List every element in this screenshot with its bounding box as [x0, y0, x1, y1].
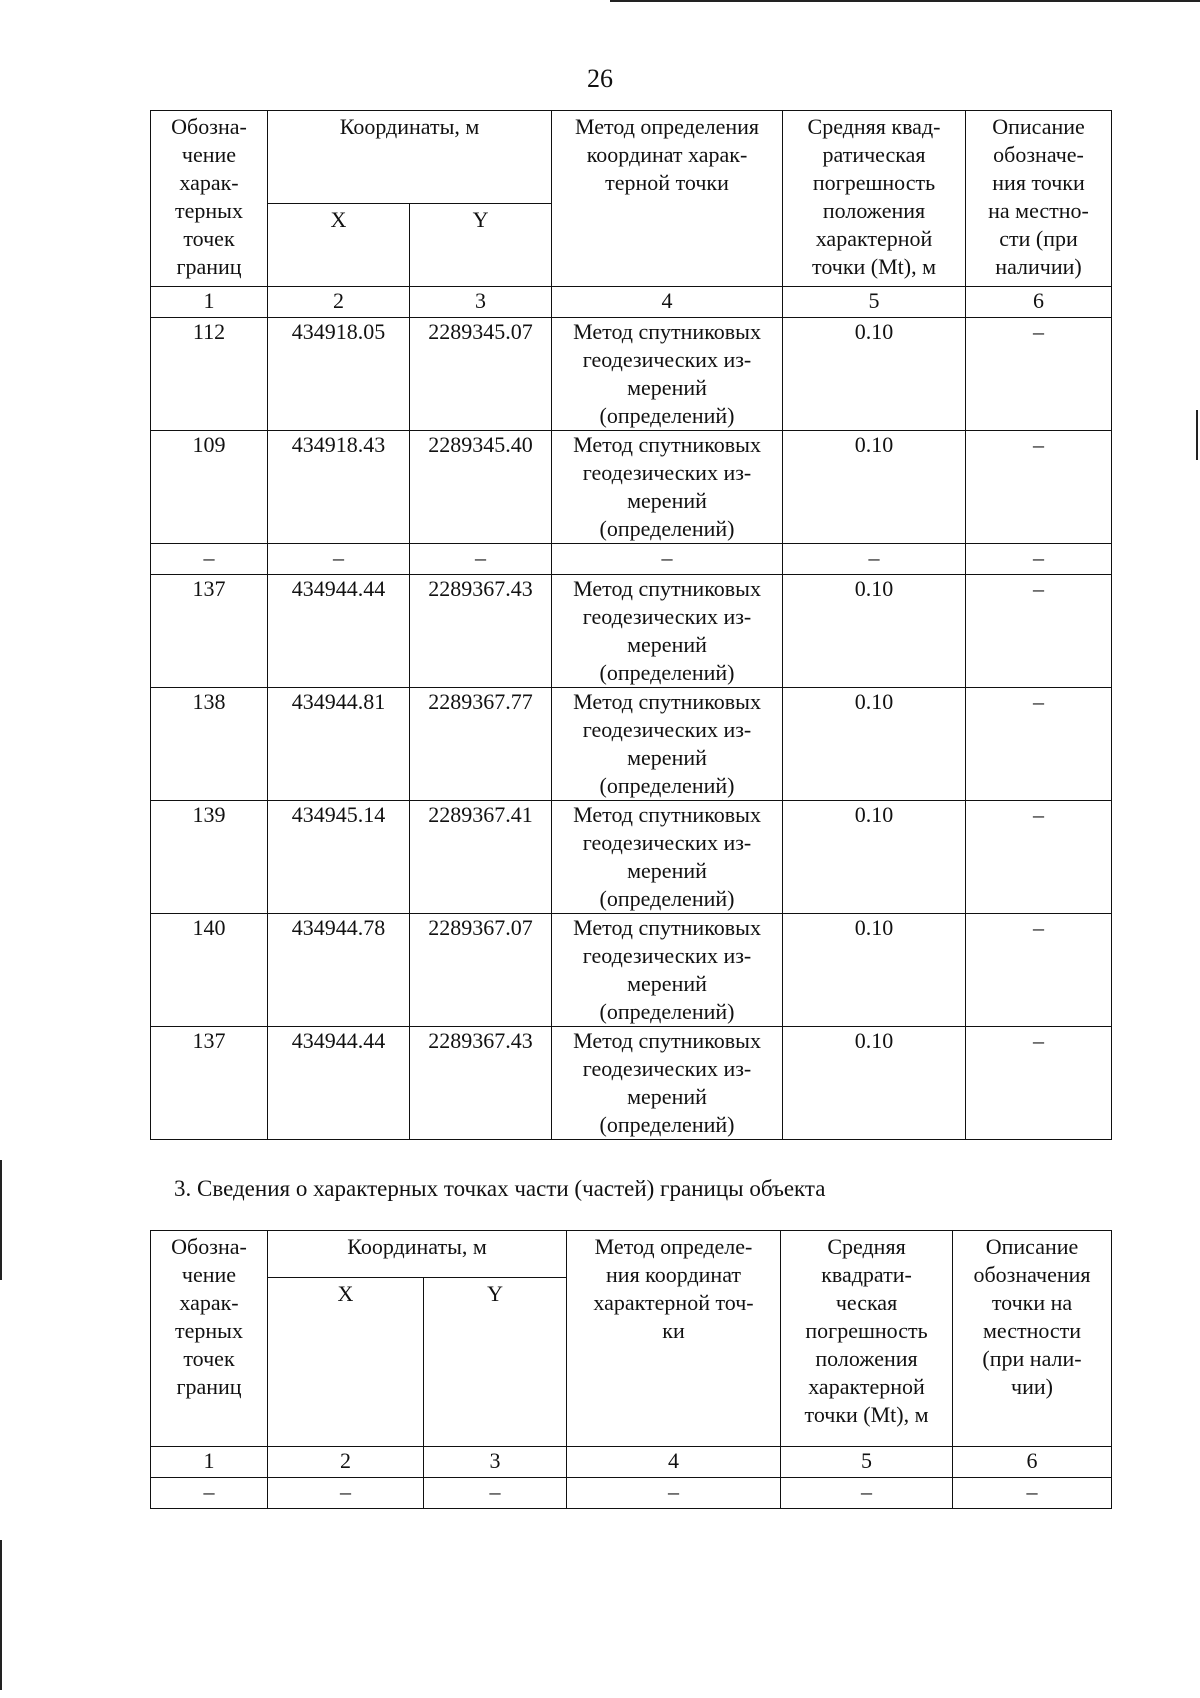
- column-numbers-row: [151, 1447, 1112, 1478]
- column-number: 4: [567, 1447, 781, 1478]
- error: 0.10: [783, 431, 966, 544]
- coord-y: 2289367.41: [410, 801, 552, 914]
- coord-x: 434944.44: [268, 575, 410, 688]
- coord-x: 434945.14: [268, 801, 410, 914]
- scan-edge-mark: [0, 1540, 2, 1690]
- header-description: Описание обозначения точки на местности (при нали- чии): [953, 1231, 1112, 1447]
- method: –: [567, 1478, 781, 1509]
- point-id: 137: [151, 1027, 268, 1140]
- method: Метод спутниковых геодезических из- мерений (определений): [552, 1027, 783, 1140]
- part-boundary-points-table: [150, 1230, 1112, 1509]
- point-id: 109: [151, 431, 268, 544]
- coord-y: –: [410, 544, 552, 575]
- scan-edge-mark: [0, 1160, 2, 1280]
- description: –: [966, 575, 1112, 688]
- coord-x: –: [268, 544, 410, 575]
- section-title: 3. Сведения о характерных точках части (частей) границы объекта: [174, 1176, 826, 1201]
- error: –: [781, 1478, 953, 1509]
- page-number: 26: [587, 64, 613, 93]
- description: –: [966, 688, 1112, 801]
- method: Метод спутниковых геодезических из- мерений (определений): [552, 318, 783, 431]
- boundary-points-table: [150, 110, 1112, 1140]
- header-method: Метод определения координат харак- терной точки: [552, 111, 783, 287]
- column-number: 2: [268, 287, 410, 318]
- header-method: Метод определе- ния координат характерной точ- ки: [567, 1231, 781, 1447]
- error: 0.10: [783, 1027, 966, 1140]
- coord-x: 434944.81: [268, 688, 410, 801]
- coord-x: 434944.78: [268, 914, 410, 1027]
- column-number: 5: [781, 1447, 953, 1478]
- table-row: [151, 688, 1112, 801]
- method: Метод спутниковых геодезических из- мерений (определений): [552, 801, 783, 914]
- coord-x: 434944.44: [268, 1027, 410, 1140]
- table-row: [151, 575, 1112, 688]
- table-row: [151, 318, 1112, 431]
- header-description: Описание обозначе- ния точки на местно- сти (при наличии): [966, 111, 1112, 287]
- column-number: 3: [424, 1447, 567, 1478]
- table-row: [151, 801, 1112, 914]
- error: 0.10: [783, 575, 966, 688]
- column-number: 4: [552, 287, 783, 318]
- method: Метод спутниковых геодезических из- мерений (определений): [552, 688, 783, 801]
- table-row: [151, 1027, 1112, 1140]
- point-id: –: [151, 544, 268, 575]
- coord-y: 2289367.43: [410, 575, 552, 688]
- header-coordinates: Координаты, м: [268, 1231, 567, 1278]
- description: –: [966, 1027, 1112, 1140]
- header-x: X: [268, 1278, 424, 1447]
- column-number: 1: [151, 287, 268, 318]
- table-row: [151, 914, 1112, 1027]
- header-y: Y: [410, 204, 552, 287]
- error: 0.10: [783, 318, 966, 431]
- method: Метод спутниковых геодезических из- мерений (определений): [552, 431, 783, 544]
- header-y: Y: [424, 1278, 567, 1447]
- column-number: 5: [783, 287, 966, 318]
- header-error: Средняя квад- ратическая погрешность положения характерной точки (Mt), м: [783, 111, 966, 287]
- description: –: [966, 431, 1112, 544]
- coord-y: 2289345.40: [410, 431, 552, 544]
- column-number: 6: [953, 1447, 1112, 1478]
- description: –: [966, 544, 1112, 575]
- header-designation: Обозна- чение харак- терных точек границ: [151, 1231, 268, 1447]
- coord-y: 2289367.07: [410, 914, 552, 1027]
- description: –: [966, 318, 1112, 431]
- coord-x: 434918.05: [268, 318, 410, 431]
- table-row: [151, 544, 1112, 575]
- error: 0.10: [783, 688, 966, 801]
- coord-y: 2289367.43: [410, 1027, 552, 1140]
- column-number: 3: [410, 287, 552, 318]
- point-id: 112: [151, 318, 268, 431]
- point-id: 139: [151, 801, 268, 914]
- coord-y: 2289367.77: [410, 688, 552, 801]
- description: –: [966, 801, 1112, 914]
- header-error: Средняя квадрати- ческая погрешность положения характерной точки (Mt), м: [781, 1231, 953, 1447]
- error: –: [783, 544, 966, 575]
- table-row: [151, 1478, 1112, 1509]
- coord-x: 434918.43: [268, 431, 410, 544]
- point-id: 138: [151, 688, 268, 801]
- coord-x: –: [268, 1478, 424, 1509]
- column-number: 6: [966, 287, 1112, 318]
- header-x: X: [268, 204, 410, 287]
- point-id: 137: [151, 575, 268, 688]
- description: –: [966, 914, 1112, 1027]
- header-designation: Обозна- чение харак- терных точек границ: [151, 111, 268, 287]
- column-number: 2: [268, 1447, 424, 1478]
- table-row: [151, 431, 1112, 544]
- error: 0.10: [783, 914, 966, 1027]
- column-numbers-row: [151, 287, 1112, 318]
- method: Метод спутниковых геодезических из- мерений (определений): [552, 914, 783, 1027]
- coord-y: –: [424, 1478, 567, 1509]
- method: Метод спутниковых геодезических из- мерений (определений): [552, 575, 783, 688]
- error: 0.10: [783, 801, 966, 914]
- coord-y: 2289345.07: [410, 318, 552, 431]
- header-coordinates: Координаты, м: [268, 111, 552, 204]
- method: –: [552, 544, 783, 575]
- point-id: 140: [151, 914, 268, 1027]
- column-number: 1: [151, 1447, 268, 1478]
- scan-edge-line: [610, 0, 1200, 2]
- scan-edge-mark: [1196, 410, 1198, 460]
- point-id: –: [151, 1478, 268, 1509]
- description: –: [953, 1478, 1112, 1509]
